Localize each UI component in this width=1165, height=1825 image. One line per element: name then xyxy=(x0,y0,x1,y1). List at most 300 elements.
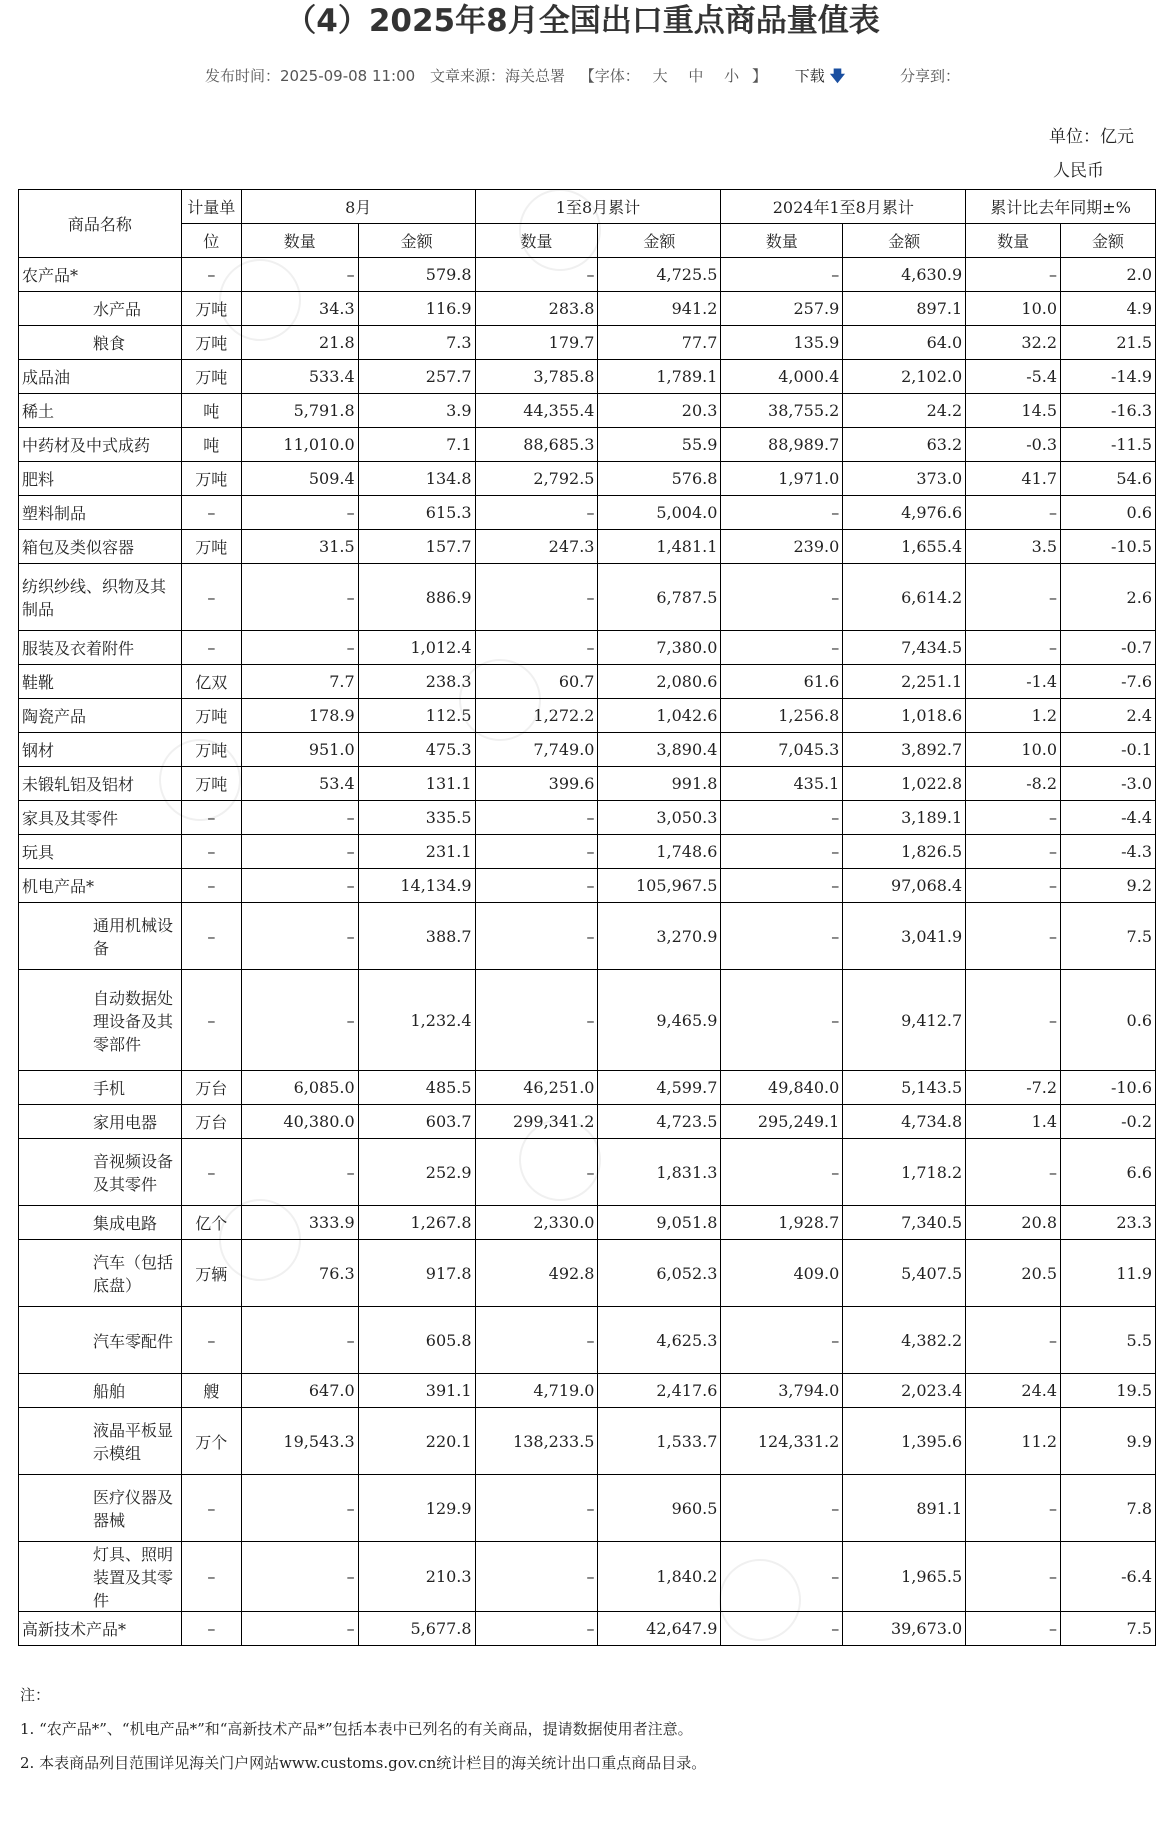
yoy-amt-cell: 2.0 xyxy=(1061,258,1156,292)
unit-cell: – xyxy=(181,1612,241,1646)
yoy-qty-cell: 20.5 xyxy=(966,1240,1061,1307)
header-amt: 金额 xyxy=(1061,224,1156,258)
unit-cell: 亿双 xyxy=(181,665,241,699)
unit-cell: – xyxy=(181,1307,241,1374)
ytd-qty-cell: 399.6 xyxy=(475,767,598,801)
ytd-qty-cell: – xyxy=(475,801,598,835)
prev-qty-cell: 38,755.2 xyxy=(721,394,843,428)
commodity-name-cell: 鞋靴 xyxy=(19,665,182,699)
aug-qty-cell: – xyxy=(241,564,358,631)
commodity-name-cell: 成品油 xyxy=(19,360,182,394)
commodity-name-cell: 船舶 xyxy=(19,1374,182,1408)
prev-qty-cell: – xyxy=(721,801,843,835)
table-row xyxy=(19,970,1156,1071)
aug-qty-cell: – xyxy=(241,970,358,1071)
font-medium-button[interactable]: 中 xyxy=(688,67,704,85)
prev-amt-cell: 5,143.5 xyxy=(843,1071,966,1105)
commodity-name-cell: 陶瓷产品 xyxy=(19,699,182,733)
yoy-qty-cell: 20.8 xyxy=(966,1206,1061,1240)
ytd-qty-cell: 7,749.0 xyxy=(475,733,598,767)
ytd-qty-cell: 60.7 xyxy=(475,665,598,699)
aug-amt-cell: 116.9 xyxy=(358,292,475,326)
font-large-button[interactable]: 大 xyxy=(652,67,668,85)
ytd-amt-cell: 1,789.1 xyxy=(598,360,721,394)
yoy-amt-cell: -4.4 xyxy=(1061,801,1156,835)
prev-qty-cell: 49,840.0 xyxy=(721,1071,843,1105)
yoy-amt-cell: 9.9 xyxy=(1061,1408,1156,1475)
aug-qty-cell: 31.5 xyxy=(241,530,358,564)
yoy-amt-cell: 7.5 xyxy=(1061,903,1156,970)
ytd-qty-cell: – xyxy=(475,496,598,530)
yoy-amt-cell: -10.5 xyxy=(1061,530,1156,564)
aug-amt-cell: 129.9 xyxy=(358,1475,475,1542)
table-row xyxy=(19,869,1156,903)
aug-qty-cell: 647.0 xyxy=(241,1374,358,1408)
yoy-amt-cell: 0.6 xyxy=(1061,496,1156,530)
table-row xyxy=(19,1071,1156,1105)
article-meta-bar xyxy=(0,56,1165,96)
prev-amt-cell: 2,102.0 xyxy=(843,360,966,394)
ytd-qty-cell: – xyxy=(475,835,598,869)
ytd-amt-cell: 6,787.5 xyxy=(598,564,721,631)
aug-amt-cell: 210.3 xyxy=(358,1542,475,1612)
ytd-amt-cell: 55.9 xyxy=(598,428,721,462)
commodity-name-cell: 集成电路 xyxy=(19,1206,182,1240)
article-source xyxy=(430,67,565,85)
unit-cell: 万吨 xyxy=(181,360,241,394)
aug-amt-cell: 157.7 xyxy=(358,530,475,564)
prev-qty-cell: – xyxy=(721,631,843,665)
prev-amt-cell: 1,018.6 xyxy=(843,699,966,733)
ytd-qty-cell: 138,233.5 xyxy=(475,1408,598,1475)
commodity-name-cell: 高新技术产品* xyxy=(19,1612,182,1646)
unit-cell: 亿个 xyxy=(181,1206,241,1240)
ytd-amt-cell: 9,465.9 xyxy=(598,970,721,1071)
ytd-qty-cell: – xyxy=(475,564,598,631)
aug-qty-cell: – xyxy=(241,631,358,665)
ytd-qty-cell: – xyxy=(475,258,598,292)
yoy-qty-cell: – xyxy=(966,801,1061,835)
ytd-amt-cell: 991.8 xyxy=(598,767,721,801)
yoy-qty-cell: – xyxy=(966,970,1061,1071)
prev-amt-cell: 1,718.2 xyxy=(843,1139,966,1206)
table-row xyxy=(19,292,1156,326)
prev-amt-cell: 3,189.1 xyxy=(843,801,966,835)
ytd-amt-cell: 4,599.7 xyxy=(598,1071,721,1105)
unit-cell: 万个 xyxy=(181,1408,241,1475)
ytd-qty-cell: 1,272.2 xyxy=(475,699,598,733)
aug-amt-cell: 1,267.8 xyxy=(358,1206,475,1240)
prev-qty-cell: 1,928.7 xyxy=(721,1206,843,1240)
header-row-1 xyxy=(19,190,1156,224)
unit-line-2: 人民币 xyxy=(1053,161,1104,181)
unit-cell: 万吨 xyxy=(181,530,241,564)
commodity-name-cell: 箱包及类似容器 xyxy=(19,530,182,564)
commodity-name-cell: 稀土 xyxy=(19,394,182,428)
table-body xyxy=(19,258,1156,1646)
prev-amt-cell: 63.2 xyxy=(843,428,966,462)
header-amt: 金额 xyxy=(358,224,475,258)
ytd-qty-cell: – xyxy=(475,1612,598,1646)
table-row xyxy=(19,699,1156,733)
table-row xyxy=(19,1374,1156,1408)
aug-qty-cell: – xyxy=(241,835,358,869)
prev-qty-cell: – xyxy=(721,835,843,869)
table-row xyxy=(19,258,1156,292)
prev-amt-cell: 6,614.2 xyxy=(843,564,966,631)
yoy-qty-cell: – xyxy=(966,1542,1061,1612)
header-unit-bottom: 位 xyxy=(181,224,241,258)
aug-qty-cell: – xyxy=(241,1139,358,1206)
prev-qty-cell: – xyxy=(721,564,843,631)
commodity-name-cell: 钢材 xyxy=(19,733,182,767)
table-row xyxy=(19,631,1156,665)
yoy-qty-cell: – xyxy=(966,1307,1061,1374)
ytd-amt-cell: 2,417.6 xyxy=(598,1374,721,1408)
prev-qty-cell: – xyxy=(721,903,843,970)
unit-cell: – xyxy=(181,1475,241,1542)
yoy-amt-cell: 21.5 xyxy=(1061,326,1156,360)
table-row xyxy=(19,767,1156,801)
yoy-qty-cell: 10.0 xyxy=(966,292,1061,326)
yoy-amt-cell: -0.2 xyxy=(1061,1105,1156,1139)
prev-amt-cell: 97,068.4 xyxy=(843,869,966,903)
commodity-name-cell: 服装及衣着附件 xyxy=(19,631,182,665)
commodity-name-cell: 灯具、照明装置及其零件 xyxy=(19,1542,182,1612)
yoy-qty-cell: – xyxy=(966,631,1061,665)
commodity-name-cell: 液晶平板显示模组 xyxy=(19,1408,182,1475)
yoy-qty-cell: -5.4 xyxy=(966,360,1061,394)
commodity-name-cell: 中药材及中式成药 xyxy=(19,428,182,462)
prev-qty-cell: 61.6 xyxy=(721,665,843,699)
commodity-name-cell: 未锻轧铝及铝材 xyxy=(19,767,182,801)
prev-qty-cell: – xyxy=(721,1542,843,1612)
yoy-amt-cell: -7.6 xyxy=(1061,665,1156,699)
prev-qty-cell: – xyxy=(721,496,843,530)
yoy-qty-cell: – xyxy=(966,1612,1061,1646)
download-link[interactable] xyxy=(795,67,850,85)
aug-amt-cell: 14,134.9 xyxy=(358,869,475,903)
commodity-name-cell: 医疗仪器及器械 xyxy=(19,1475,182,1542)
unit-cell: – xyxy=(181,564,241,631)
ytd-amt-cell: 1,748.6 xyxy=(598,835,721,869)
aug-amt-cell: 1,232.4 xyxy=(358,970,475,1071)
prev-qty-cell: – xyxy=(721,258,843,292)
aug-amt-cell: 388.7 xyxy=(358,903,475,970)
publish-time-label: 发布时间： xyxy=(205,67,281,85)
prev-amt-cell: 3,041.9 xyxy=(843,903,966,970)
yoy-qty-cell: – xyxy=(966,869,1061,903)
aug-qty-cell: – xyxy=(241,258,358,292)
yoy-amt-cell: -3.0 xyxy=(1061,767,1156,801)
publish-time-value: 2025-09-08 11:00 xyxy=(280,67,416,85)
aug-qty-cell: – xyxy=(241,903,358,970)
aug-qty-cell: 21.8 xyxy=(241,326,358,360)
yoy-qty-cell: 1.2 xyxy=(966,699,1061,733)
header-qty: 数量 xyxy=(241,224,358,258)
aug-amt-cell: 603.7 xyxy=(358,1105,475,1139)
yoy-qty-cell: – xyxy=(966,496,1061,530)
unit-cell: 万吨 xyxy=(181,326,241,360)
aug-amt-cell: 886.9 xyxy=(358,564,475,631)
unit-cell: – xyxy=(181,631,241,665)
aug-qty-cell: 7.7 xyxy=(241,665,358,699)
ytd-qty-cell: 88,685.3 xyxy=(475,428,598,462)
aug-qty-cell: 40,380.0 xyxy=(241,1105,358,1139)
prev-qty-cell: – xyxy=(721,1612,843,1646)
font-size-end: 】 xyxy=(751,67,767,85)
table-row xyxy=(19,1240,1156,1307)
yoy-qty-cell: -1.4 xyxy=(966,665,1061,699)
yoy-qty-cell: 10.0 xyxy=(966,733,1061,767)
prev-qty-cell: 7,045.3 xyxy=(721,733,843,767)
table-row xyxy=(19,1139,1156,1206)
prev-amt-cell: 7,434.5 xyxy=(843,631,966,665)
prev-amt-cell: 1,395.6 xyxy=(843,1408,966,1475)
ytd-qty-cell: 179.7 xyxy=(475,326,598,360)
yoy-amt-cell: 7.8 xyxy=(1061,1475,1156,1542)
prev-qty-cell: 239.0 xyxy=(721,530,843,564)
prev-amt-cell: 3,892.7 xyxy=(843,733,966,767)
ytd-qty-cell: – xyxy=(475,869,598,903)
ytd-qty-cell: 283.8 xyxy=(475,292,598,326)
prev-amt-cell: 9,412.7 xyxy=(843,970,966,1071)
aug-amt-cell: 335.5 xyxy=(358,801,475,835)
article-source-label: 文章来源： xyxy=(429,67,505,85)
yoy-amt-cell: -6.4 xyxy=(1061,1542,1156,1612)
prev-qty-cell: – xyxy=(721,869,843,903)
yoy-amt-cell: 7.5 xyxy=(1061,1612,1156,1646)
aug-qty-cell: – xyxy=(241,496,358,530)
yoy-amt-cell: 4.9 xyxy=(1061,292,1156,326)
prev-amt-cell: 2,251.1 xyxy=(843,665,966,699)
table-row xyxy=(19,733,1156,767)
yoy-amt-cell: 54.6 xyxy=(1061,462,1156,496)
ytd-qty-cell: 3,785.8 xyxy=(475,360,598,394)
header-aug: 8月 xyxy=(241,190,475,224)
commodity-name-cell: 家用电器 xyxy=(19,1105,182,1139)
ytd-qty-cell: – xyxy=(475,1542,598,1612)
aug-qty-cell: 19,543.3 xyxy=(241,1408,358,1475)
aug-qty-cell: – xyxy=(241,869,358,903)
ytd-amt-cell: 2,080.6 xyxy=(598,665,721,699)
table-row xyxy=(19,1475,1156,1542)
prev-amt-cell: 4,976.6 xyxy=(843,496,966,530)
ytd-qty-cell: – xyxy=(475,903,598,970)
ytd-amt-cell: 1,533.7 xyxy=(598,1408,721,1475)
table-row xyxy=(19,1307,1156,1374)
yoy-amt-cell: 6.6 xyxy=(1061,1139,1156,1206)
ytd-amt-cell: 576.8 xyxy=(598,462,721,496)
ytd-qty-cell: 46,251.0 xyxy=(475,1071,598,1105)
aug-qty-cell: 34.3 xyxy=(241,292,358,326)
ytd-amt-cell: 42,647.9 xyxy=(598,1612,721,1646)
ytd-amt-cell: 4,625.3 xyxy=(598,1307,721,1374)
prev-amt-cell: 4,630.9 xyxy=(843,258,966,292)
yoy-amt-cell: -16.3 xyxy=(1061,394,1156,428)
aug-qty-cell: 178.9 xyxy=(241,699,358,733)
ytd-amt-cell: 960.5 xyxy=(598,1475,721,1542)
yoy-qty-cell: -7.2 xyxy=(966,1071,1061,1105)
table-row xyxy=(19,496,1156,530)
unit-cell: 万辆 xyxy=(181,1240,241,1307)
yoy-qty-cell: – xyxy=(966,1139,1061,1206)
table-row xyxy=(19,835,1156,869)
ytd-amt-cell: 105,967.5 xyxy=(598,869,721,903)
ytd-qty-cell: – xyxy=(475,631,598,665)
aug-amt-cell: 134.8 xyxy=(358,462,475,496)
ytd-amt-cell: 9,051.8 xyxy=(598,1206,721,1240)
header-amt: 金额 xyxy=(843,224,966,258)
aug-qty-cell: 333.9 xyxy=(241,1206,358,1240)
table-row xyxy=(19,360,1156,394)
prev-qty-cell: 257.9 xyxy=(721,292,843,326)
prev-amt-cell: 24.2 xyxy=(843,394,966,428)
font-small-button[interactable]: 小 xyxy=(724,67,740,85)
article-source-value: 海关总署 xyxy=(504,67,565,85)
yoy-qty-cell: – xyxy=(966,835,1061,869)
header-ytd: 1至8月累计 xyxy=(475,190,721,224)
prev-qty-cell: – xyxy=(721,1307,843,1374)
commodity-name-cell: 汽车零配件 xyxy=(19,1307,182,1374)
commodity-name-cell: 汽车（包括底盘） xyxy=(19,1240,182,1307)
table-row xyxy=(19,1408,1156,1475)
yoy-amt-cell: -4.3 xyxy=(1061,835,1156,869)
yoy-qty-cell: 32.2 xyxy=(966,326,1061,360)
yoy-qty-cell: -0.3 xyxy=(966,428,1061,462)
ytd-qty-cell: – xyxy=(475,970,598,1071)
commodity-name-cell: 音视频设备及其零件 xyxy=(19,1139,182,1206)
yoy-qty-cell: 24.4 xyxy=(966,1374,1061,1408)
aug-amt-cell: 917.8 xyxy=(358,1240,475,1307)
yoy-amt-cell: 11.9 xyxy=(1061,1240,1156,1307)
prev-amt-cell: 373.0 xyxy=(843,462,966,496)
unit-cell: – xyxy=(181,258,241,292)
page-title: （4）2025年8月全国出口重点商品量值表 xyxy=(285,3,880,39)
yoy-amt-cell: -11.5 xyxy=(1061,428,1156,462)
notes-label: 注： xyxy=(20,1686,51,1704)
ytd-amt-cell: 1,840.2 xyxy=(598,1542,721,1612)
aug-qty-cell: – xyxy=(241,1542,358,1612)
publish-time xyxy=(205,67,415,85)
prev-amt-cell: 1,965.5 xyxy=(843,1542,966,1612)
unit-cell: – xyxy=(181,970,241,1071)
table-row xyxy=(19,665,1156,699)
yoy-qty-cell: -8.2 xyxy=(966,767,1061,801)
unit-cell: 万吨 xyxy=(181,292,241,326)
commodity-name-cell: 农产品* xyxy=(19,258,182,292)
prev-amt-cell: 891.1 xyxy=(843,1475,966,1542)
prev-qty-cell: 124,331.2 xyxy=(721,1408,843,1475)
header-yoy: 累计比去年同期±% xyxy=(966,190,1156,224)
unit-cell: – xyxy=(181,1139,241,1206)
commodity-name-cell: 粮食 xyxy=(19,326,182,360)
ytd-qty-cell: 2,330.0 xyxy=(475,1206,598,1240)
unit-cell: 艘 xyxy=(181,1374,241,1408)
yoy-amt-cell: -0.1 xyxy=(1061,733,1156,767)
aug-qty-cell: – xyxy=(241,801,358,835)
prev-amt-cell: 1,655.4 xyxy=(843,530,966,564)
prev-qty-cell: – xyxy=(721,1139,843,1206)
table-row xyxy=(19,903,1156,970)
commodity-name-cell: 自动数据处理设备及其零部件 xyxy=(19,970,182,1071)
yoy-qty-cell: – xyxy=(966,564,1061,631)
ytd-amt-cell: 20.3 xyxy=(598,394,721,428)
unit-cell: 万台 xyxy=(181,1071,241,1105)
header-name: 商品名称 xyxy=(19,190,182,258)
yoy-amt-cell: 23.3 xyxy=(1061,1206,1156,1240)
note-2: 2. 本表商品列目范围详见海关门户网站www.customs.gov.cn统计栏目的海关统计出口重点商品目录。 xyxy=(20,1754,707,1772)
prev-qty-cell: – xyxy=(721,970,843,1071)
table-row xyxy=(19,1542,1156,1612)
aug-amt-cell: 579.8 xyxy=(358,258,475,292)
ytd-qty-cell: 247.3 xyxy=(475,530,598,564)
yoy-amt-cell: 5.5 xyxy=(1061,1307,1156,1374)
unit-cell: 万吨 xyxy=(181,462,241,496)
unit-cell: – xyxy=(181,1542,241,1612)
aug-qty-cell: – xyxy=(241,1475,358,1542)
table-row xyxy=(19,394,1156,428)
aug-amt-cell: 485.5 xyxy=(358,1071,475,1105)
ytd-qty-cell: 44,355.4 xyxy=(475,394,598,428)
header-qty: 数量 xyxy=(966,224,1061,258)
yoy-qty-cell: 1.4 xyxy=(966,1105,1061,1139)
yoy-amt-cell: 19.5 xyxy=(1061,1374,1156,1408)
aug-amt-cell: 3.9 xyxy=(358,394,475,428)
ytd-amt-cell: 1,042.6 xyxy=(598,699,721,733)
ytd-amt-cell: 7,380.0 xyxy=(598,631,721,665)
yoy-amt-cell: -14.9 xyxy=(1061,360,1156,394)
font-size-controls xyxy=(580,67,772,85)
aug-amt-cell: 220.1 xyxy=(358,1408,475,1475)
header-prev-ytd: 2024年1至8月累计 xyxy=(721,190,966,224)
ytd-qty-cell: 492.8 xyxy=(475,1240,598,1307)
ytd-amt-cell: 4,725.5 xyxy=(598,258,721,292)
prev-qty-cell: – xyxy=(721,1475,843,1542)
unit-line-1: 单位：亿元 xyxy=(1049,127,1134,147)
ytd-amt-cell: 941.2 xyxy=(598,292,721,326)
ytd-amt-cell: 1,481.1 xyxy=(598,530,721,564)
unit-cell: 吨 xyxy=(181,428,241,462)
aug-qty-cell: 6,085.0 xyxy=(241,1071,358,1105)
aug-amt-cell: 252.9 xyxy=(358,1139,475,1206)
table-row xyxy=(19,1612,1156,1646)
yoy-qty-cell: – xyxy=(966,903,1061,970)
commodity-name-cell: 手机 xyxy=(19,1071,182,1105)
yoy-amt-cell: -10.6 xyxy=(1061,1071,1156,1105)
commodity-name-cell: 通用机械设备 xyxy=(19,903,182,970)
table-row xyxy=(19,564,1156,631)
aug-amt-cell: 475.3 xyxy=(358,733,475,767)
table-row xyxy=(19,462,1156,496)
footnotes xyxy=(18,1678,1148,1780)
table-row xyxy=(19,326,1156,360)
aug-amt-cell: 615.3 xyxy=(358,496,475,530)
aug-amt-cell: 238.3 xyxy=(358,665,475,699)
yoy-qty-cell: – xyxy=(966,1475,1061,1542)
prev-qty-cell: 135.9 xyxy=(721,326,843,360)
unit-cell: – xyxy=(181,496,241,530)
table-row xyxy=(19,1206,1156,1240)
ytd-amt-cell: 3,890.4 xyxy=(598,733,721,767)
aug-amt-cell: 5,677.8 xyxy=(358,1612,475,1646)
yoy-qty-cell: 41.7 xyxy=(966,462,1061,496)
ytd-amt-cell: 4,723.5 xyxy=(598,1105,721,1139)
aug-qty-cell: – xyxy=(241,1307,358,1374)
aug-qty-cell: – xyxy=(241,1612,358,1646)
header-qty: 数量 xyxy=(721,224,843,258)
aug-amt-cell: 391.1 xyxy=(358,1374,475,1408)
